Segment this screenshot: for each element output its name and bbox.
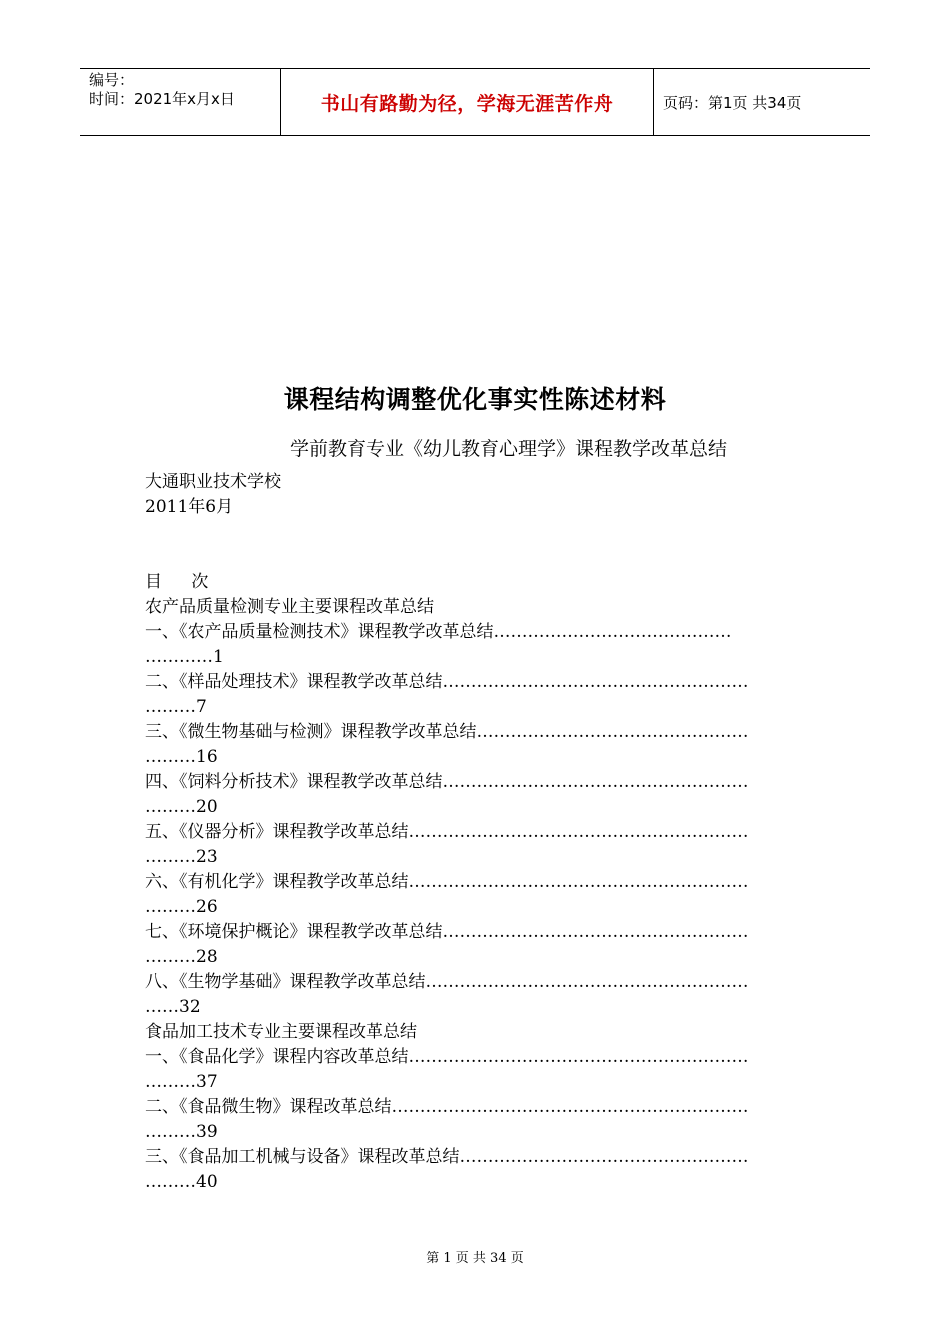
document-title: 课程结构调整优化事实性陈述材料 [283, 385, 667, 414]
toc-entry[interactable]: 二、《样品处理技术》课程教学改革总结……………………………………………… [145, 672, 749, 692]
header-meta-cell [80, 69, 281, 135]
toc-entry[interactable]: 七、《环境保护概论》课程教学改革总结……………………………………………… [145, 922, 749, 942]
toc-entry-page[interactable]: ………23 [145, 847, 218, 867]
toc-entry-page[interactable]: ……32 [145, 997, 201, 1017]
toc-section-title: 农产品质量检测专业主要课程改革总结 [145, 597, 434, 617]
toc-entry-page[interactable]: ………7 [145, 697, 207, 717]
toc-entry[interactable]: 三、《食品加工机械与设备》课程改革总结…………………………………………… [145, 1147, 749, 1167]
header-time-label: 时间：2021年x月x日 [89, 90, 235, 108]
toc-entry[interactable]: 八、《生物学基础》课程教学改革总结………………………………………………… [145, 972, 749, 992]
toc-entry-page[interactable]: ………26 [145, 897, 218, 917]
toc-section-title: 食品加工技术专业主要课程改革总结 [145, 1022, 417, 1042]
page-footer: 第 1 页 共 34 页 [426, 1251, 524, 1266]
document-date: 2011年6月 [145, 497, 234, 517]
toc-entry-page[interactable]: ………40 [145, 1172, 218, 1192]
document-subtitle: 学前教育专业《幼儿教育心理学》课程教学改革总结 [290, 438, 728, 460]
header-motto: 书山有路勤为径，学海无涯苦作舟 [281, 69, 654, 135]
toc-entry-page[interactable]: ………20 [145, 797, 218, 817]
school-name: 大通职业技术学校 [145, 472, 281, 492]
toc-entry-page[interactable]: ………37 [145, 1072, 218, 1092]
document-header [80, 68, 870, 136]
toc-entry[interactable]: 二、《食品微生物》课程改革总结……………………………………………………… [145, 1097, 749, 1117]
toc-entry[interactable]: 三、《微生物基础与检测》课程教学改革总结………………………………………… [145, 722, 749, 742]
toc-entry-page[interactable]: …………1 [145, 647, 224, 667]
toc-entry[interactable]: 四、《饲料分析技术》课程教学改革总结……………………………………………… [145, 772, 749, 792]
toc-entry[interactable]: 六、《有机化学》课程教学改革总结…………………………………………………… [145, 872, 749, 892]
toc-entry-page[interactable]: ………16 [145, 747, 218, 767]
toc-entry[interactable]: 五、《仪器分析》课程教学改革总结…………………………………………………… [145, 822, 749, 842]
toc-heading: 目 次 [145, 572, 221, 592]
toc-entry[interactable]: 一、《农产品质量检测技术》课程教学改革总结…………………………………… [145, 622, 732, 642]
document-body [145, 470, 805, 1195]
header-page-info: 页码：第1页 共34页 [663, 93, 802, 112]
header-number-label: 编号： [89, 71, 135, 89]
toc-entry[interactable]: 一、《食品化学》课程内容改革总结…………………………………………………… [145, 1047, 749, 1067]
toc-entry-page[interactable]: ………39 [145, 1122, 218, 1142]
toc-entry-page[interactable]: ………28 [145, 947, 218, 967]
